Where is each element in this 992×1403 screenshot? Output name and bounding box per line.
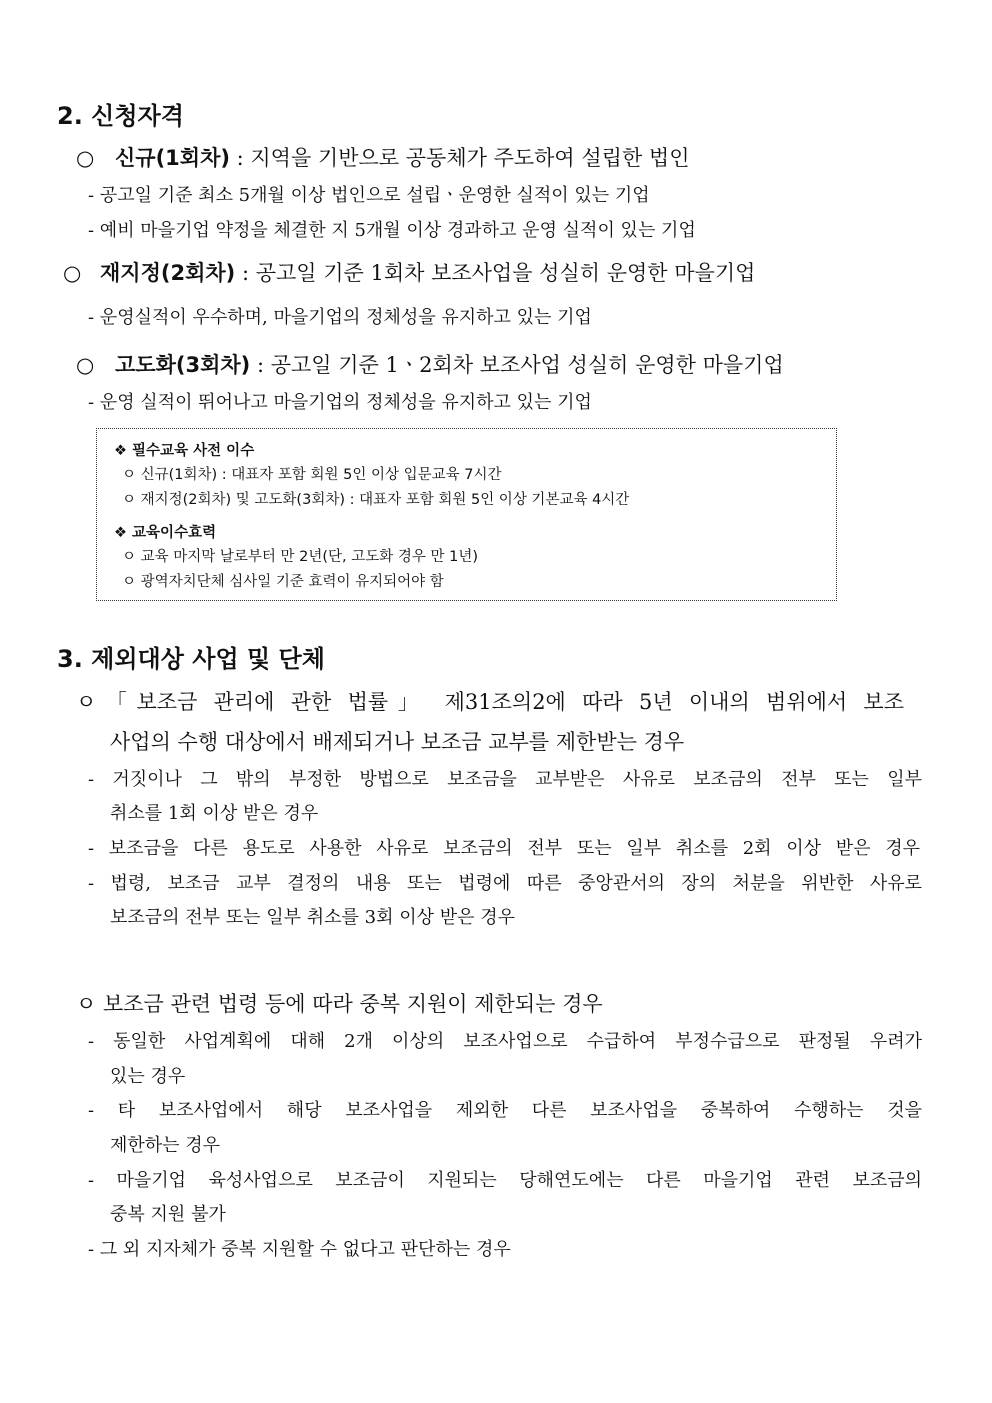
item-advanced-text: : 공고일 기준 1ㆍ2회차 보조사업 성실히 운영한 마을기업 xyxy=(250,353,784,377)
exclusion-sub-2-line-1: - 보조금을 다른 용도로 사용한 사유로 보조금의 전부 또는 일부 취소를 2회 이상 받은 경우 xyxy=(88,838,920,859)
item-redesignation-sub-1: - 운영실적이 우수하며, 마을기업의 정체성을 유지하고 있는 기업 xyxy=(88,307,592,328)
duplicate-sub-1-line-2: 있는 경우 xyxy=(110,1066,186,1087)
item-new xyxy=(76,142,690,172)
note-line: ㅇ 교육 마지막 날로부터 만 2년(단, 고도화 경우 만 1년) xyxy=(122,549,478,565)
note-line: ㅇ 신규(1회차) : 대표자 포함 회원 5인 이상 입문교육 7시간 xyxy=(122,467,502,483)
item-subsidy-law-line-2: 사업의 수행 대상에서 배제되거나 보조금 교부를 제한받는 경우 xyxy=(110,730,685,754)
note-line: ㅇ 재지정(2회차) 및 고도화(3회차) : 대표자 포함 회원 5인 이상 기본교육 4시간 xyxy=(122,492,630,508)
bullet: ○ xyxy=(76,353,95,377)
item-subsidy-law-line-1: ㅇ「보조금 관리에 관한 법률」 제31조의2에 따라 5년 이내의 범위에서 보조 xyxy=(76,690,904,714)
education-note-box xyxy=(96,428,837,601)
item-new-label: 신규(1회차) xyxy=(115,146,230,170)
duplicate-sub-3-line-1: - 마을기업 육성사업으로 보조금이 지원되는 당해연도에는 다른 마을기업 관련 보조금의 xyxy=(88,1170,922,1191)
exclusion-sub-1-line-1: - 거짓이나 그 밖의 부정한 방법으로 보조금을 교부받은 사유로 보조금의 전부 또는 일부 xyxy=(88,769,922,790)
item-redesignation-label: 재지정(2회차) xyxy=(100,261,236,285)
duplicate-sub-4-line-1: - 그 외 지자체가 중복 지원할 수 없다고 판단하는 경우 xyxy=(88,1239,511,1260)
item-advanced xyxy=(76,349,784,379)
exclusion-sub-3-line-2: 보조금의 전부 또는 일부 취소를 3회 이상 받은 경우 xyxy=(110,907,515,928)
note-heading-required-education: ❖ 필수교육 사전 이수 xyxy=(114,443,255,459)
item-new-text: : 지역을 기반으로 공동체가 주도하여 설립한 법인 xyxy=(229,146,690,170)
duplicate-sub-2-line-1: - 타 보조사업에서 해당 보조사업을 제외한 다른 보조사업을 중복하여 수행하는 것을 xyxy=(88,1100,922,1121)
exclusion-sub-1-line-2: 취소를 1회 이상 받은 경우 xyxy=(110,803,319,824)
note-heading-education-validity: ❖ 교육이수효력 xyxy=(114,525,217,541)
item-duplicate-support: ㅇ 보조금 관련 법령 등에 따라 중복 지원이 제한되는 경우 xyxy=(76,992,603,1016)
item-new-sub-2: - 예비 마을기업 약정을 체결한 지 5개월 이상 경과하고 운영 실적이 있는 기업 xyxy=(88,220,696,241)
item-advanced-sub-1: - 운영 실적이 뛰어나고 마을기업의 정체성을 유지하고 있는 기업 xyxy=(88,392,592,413)
bullet: ○ xyxy=(63,261,82,285)
duplicate-sub-1-line-1: - 동일한 사업계획에 대해 2개 이상의 보조사업으로 수급하여 부정수급으로 판정될 우려가 xyxy=(88,1031,922,1052)
item-advanced-label: 고도화(3회차) xyxy=(115,353,251,377)
duplicate-sub-3-line-2: 중복 지원 불가 xyxy=(110,1204,226,1225)
section-3-title: 3. 제외대상 사업 및 단체 xyxy=(57,645,325,673)
item-redesignation xyxy=(63,257,755,287)
exclusion-sub-3-line-1: - 법령, 보조금 교부 결정의 내용 또는 법령에 따른 중앙관서의 장의 처분을 위반한 사유로 xyxy=(88,873,922,894)
section-2-title: 2. 신청자격 xyxy=(57,102,184,130)
duplicate-sub-2-line-2: 제한하는 경우 xyxy=(110,1135,221,1156)
item-redesignation-text: : 공고일 기준 1회차 보조사업을 성실히 운영한 마을기업 xyxy=(235,261,756,285)
note-line: ㅇ 광역자치단체 심사일 기준 효력이 유지되어야 함 xyxy=(122,574,444,590)
bullet: ○ xyxy=(76,146,95,170)
item-new-sub-1: - 공고일 기준 최소 5개월 이상 법인으로 설립ㆍ운영한 실적이 있는 기업 xyxy=(88,185,650,206)
